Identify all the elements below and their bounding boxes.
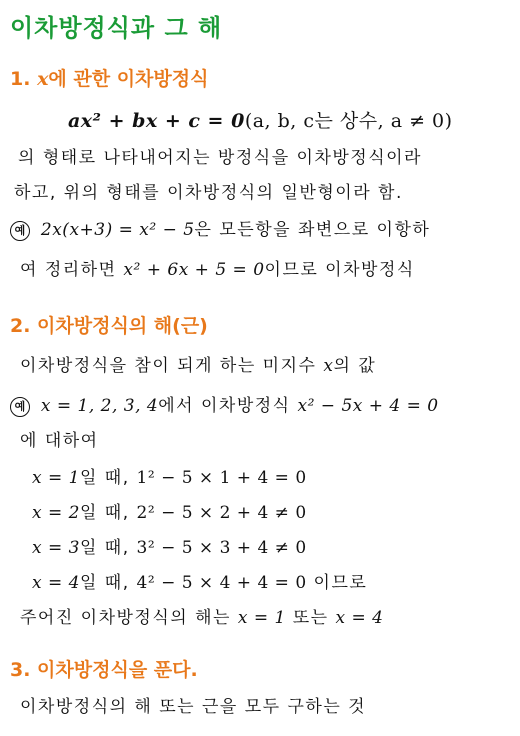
example-1-text: 은 모든항을 좌변으로 이항하 <box>194 220 431 240</box>
check-calculation: 3² − 5 × 3 + 4 ≠ 0 <box>136 538 307 558</box>
solution-definition <box>20 351 376 376</box>
check-calculation: 4² − 5 × 4 + 4 = 0 <box>136 573 307 593</box>
page-title: 이차방정식과 그 해 <box>10 14 223 42</box>
example-1-suffix: 이므로 이차방정식 <box>264 260 415 280</box>
check-row-1 <box>32 463 307 488</box>
check-calculation: 2² − 5 × 2 + 4 ≠ 0 <box>136 503 307 523</box>
check-word: 일 때, <box>79 468 130 488</box>
example-1-line-1 <box>10 215 430 241</box>
section-1-heading-text: 에 관한 이차방정식 <box>48 68 209 90</box>
section-1-variable: x <box>37 68 49 90</box>
example-2-values: x = 1, 2, 3, 4 <box>40 396 159 416</box>
example-mark: 예 <box>10 221 30 241</box>
solution-definition-prefix: 이차방정식을 참이 되게 하는 미지수 <box>20 356 317 376</box>
example-2-equation: x² − 5x + 4 = 0 <box>297 396 439 416</box>
general-form-formula: ax² + bx + c = 0 <box>68 110 245 132</box>
conclusion-or: 또는 <box>292 608 329 628</box>
check-row-3 <box>32 533 307 558</box>
check-condition: x = 1 <box>32 468 80 488</box>
example-2-line-1 <box>10 391 439 417</box>
check-tail: 이므로 <box>313 573 368 593</box>
section-2-heading: 2. 이차방정식의 해(근) <box>10 315 208 337</box>
check-row-2 <box>32 498 307 523</box>
section-1-number: 1. <box>10 68 31 90</box>
section-3-heading: 3. 이차방정식을 푼다. <box>10 659 198 681</box>
conclusion-solution-1: x = 1 <box>237 608 286 628</box>
example-2-text: 에서 이차방정식 <box>158 396 291 416</box>
check-word: 일 때, <box>79 538 130 558</box>
solving-definition: 이차방정식의 해 또는 근을 모두 구하는 것 <box>20 697 367 717</box>
example-mark: 예 <box>10 397 30 417</box>
check-calculation: 1² − 5 × 1 + 4 = 0 <box>136 468 307 488</box>
section-1-heading <box>10 64 208 91</box>
conclusion-solution-2: x = 4 <box>335 608 384 628</box>
definition-line-1: 의 형태로 나타내어지는 방정식을 이차방정식이라 <box>18 148 422 168</box>
check-row-4 <box>32 568 367 593</box>
check-word: 일 때, <box>79 503 130 523</box>
check-word: 일 때, <box>79 573 130 593</box>
example-1-prefix: 여 정리하면 <box>20 260 117 280</box>
example-1-equation-2: x² + 6x + 5 = 0 <box>123 260 265 280</box>
solution-definition-suffix: 의 값 <box>333 356 377 376</box>
general-form-condition: (a, b, c는 상수, a ≠ 0) <box>244 110 453 132</box>
check-condition: x = 4 <box>32 573 80 593</box>
example-1-line-2 <box>20 255 415 280</box>
check-condition: x = 3 <box>32 538 80 558</box>
solution-conclusion <box>20 603 383 628</box>
example-2-line-2: 에 대하여 <box>20 431 99 451</box>
example-1-equation: 2x(x+3) = x² − 5 <box>40 220 195 240</box>
check-condition: x = 2 <box>32 503 80 523</box>
definition-line-2: 하고, 위의 형태를 이차방정식의 일반형이라 함. <box>14 183 403 203</box>
solution-definition-variable: x <box>323 356 334 376</box>
conclusion-prefix: 주어진 이차방정식의 해는 <box>20 608 231 628</box>
general-form-line <box>68 106 453 133</box>
